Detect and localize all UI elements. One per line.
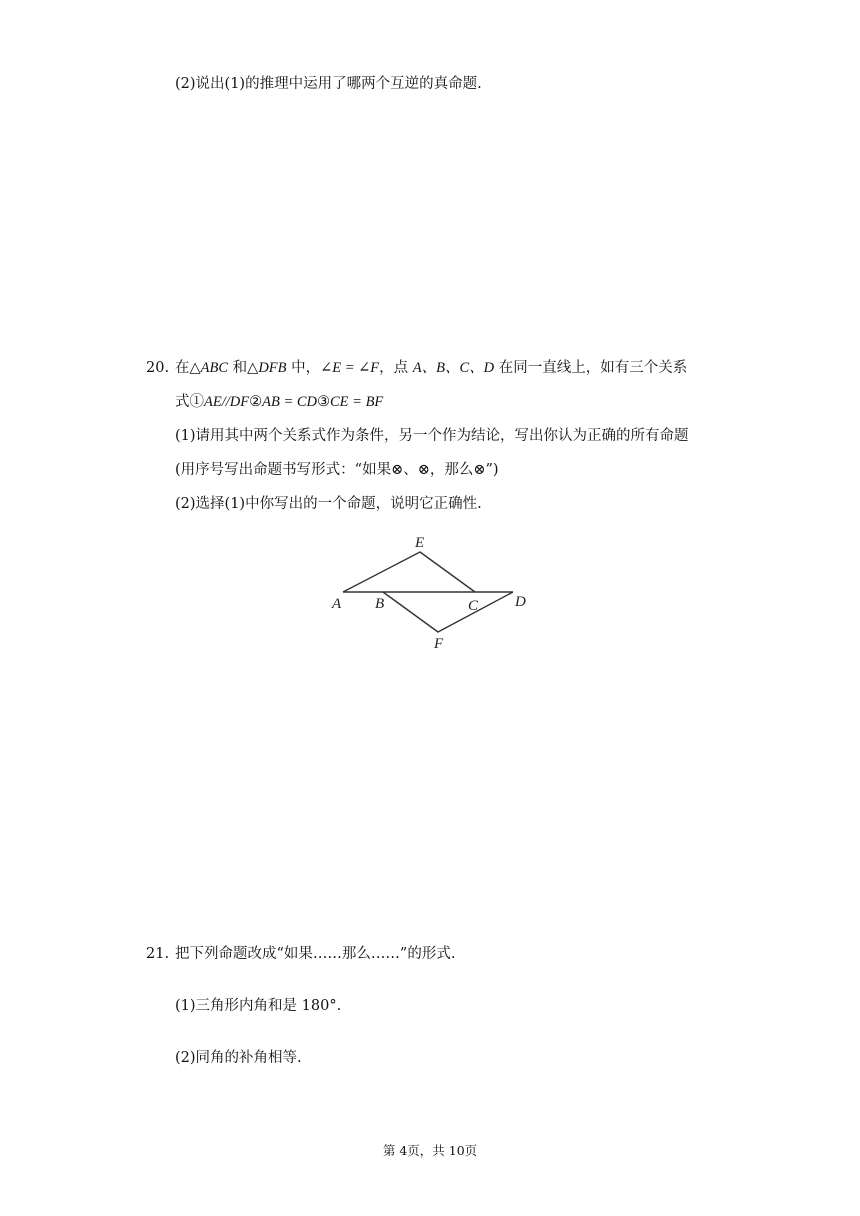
label-a: A xyxy=(332,596,342,612)
q20-figure xyxy=(325,530,545,655)
q21-part1-period: . xyxy=(336,998,342,1014)
q20-stem-line2 xyxy=(175,392,383,412)
relation-2: AB = CD xyxy=(262,394,318,410)
q20-part1-line1: (1)请用其中两个关系式作为条件，另一个作为结论，写出你认为正确的所有命题 xyxy=(175,428,689,444)
q20-part2: (2)选择(1)中你写出的一个命题，说明它正确性. xyxy=(175,496,482,512)
q21-part1-degree: 180° xyxy=(301,998,337,1014)
q20-stem-text: 在同一直线上，如有三个关系 xyxy=(494,360,688,376)
q20-part1-line2: (用序号写出命题书写形式：“如果⊗、⊗，那么⊗”) xyxy=(175,462,499,478)
label-c: C xyxy=(468,598,479,614)
q21-part1-text: (1)三角形内角和是 xyxy=(175,998,302,1014)
label-f: F xyxy=(434,636,444,652)
relation-1: AE//DF xyxy=(204,394,250,410)
q20-stem-text: 在△ xyxy=(175,360,201,376)
q21-number: 21. xyxy=(146,946,170,962)
label-d: D xyxy=(515,594,526,610)
segment-ae-ec xyxy=(343,552,475,592)
q21-part1 xyxy=(175,996,341,1016)
q21-stem: 把下列命题改成“如果……那么……”的形式. xyxy=(175,946,456,962)
angle-equality: ∠E = ∠F xyxy=(320,360,380,376)
q20-stem-text: 式① xyxy=(175,394,204,410)
segment-bf-fd xyxy=(383,592,513,632)
triangle-abc: ABC xyxy=(200,360,229,376)
q19-part2: (2)说出(1)的推理中运用了哪两个互逆的真命题. xyxy=(175,76,482,92)
q20-stem-line1 xyxy=(175,358,687,378)
page-footer: 第 4页，共 10页 xyxy=(382,1143,478,1158)
q21-part2: (2)同角的补角相等. xyxy=(175,1050,302,1066)
q20-number: 20. xyxy=(146,360,170,376)
collinear-points: A、B、C、D xyxy=(412,360,495,376)
relation-3: CE = BF xyxy=(330,394,384,410)
label-b: B xyxy=(375,596,385,612)
q20-stem-text: 和△ xyxy=(228,360,259,376)
q20-stem-text: 中， xyxy=(286,360,321,376)
q20-stem-text: ③ xyxy=(317,394,331,410)
q20-stem-text: ，点 xyxy=(379,360,413,376)
q20-stem-text: ② xyxy=(249,394,263,410)
label-e: E xyxy=(415,535,425,551)
triangle-dfb: DFB xyxy=(258,360,287,376)
